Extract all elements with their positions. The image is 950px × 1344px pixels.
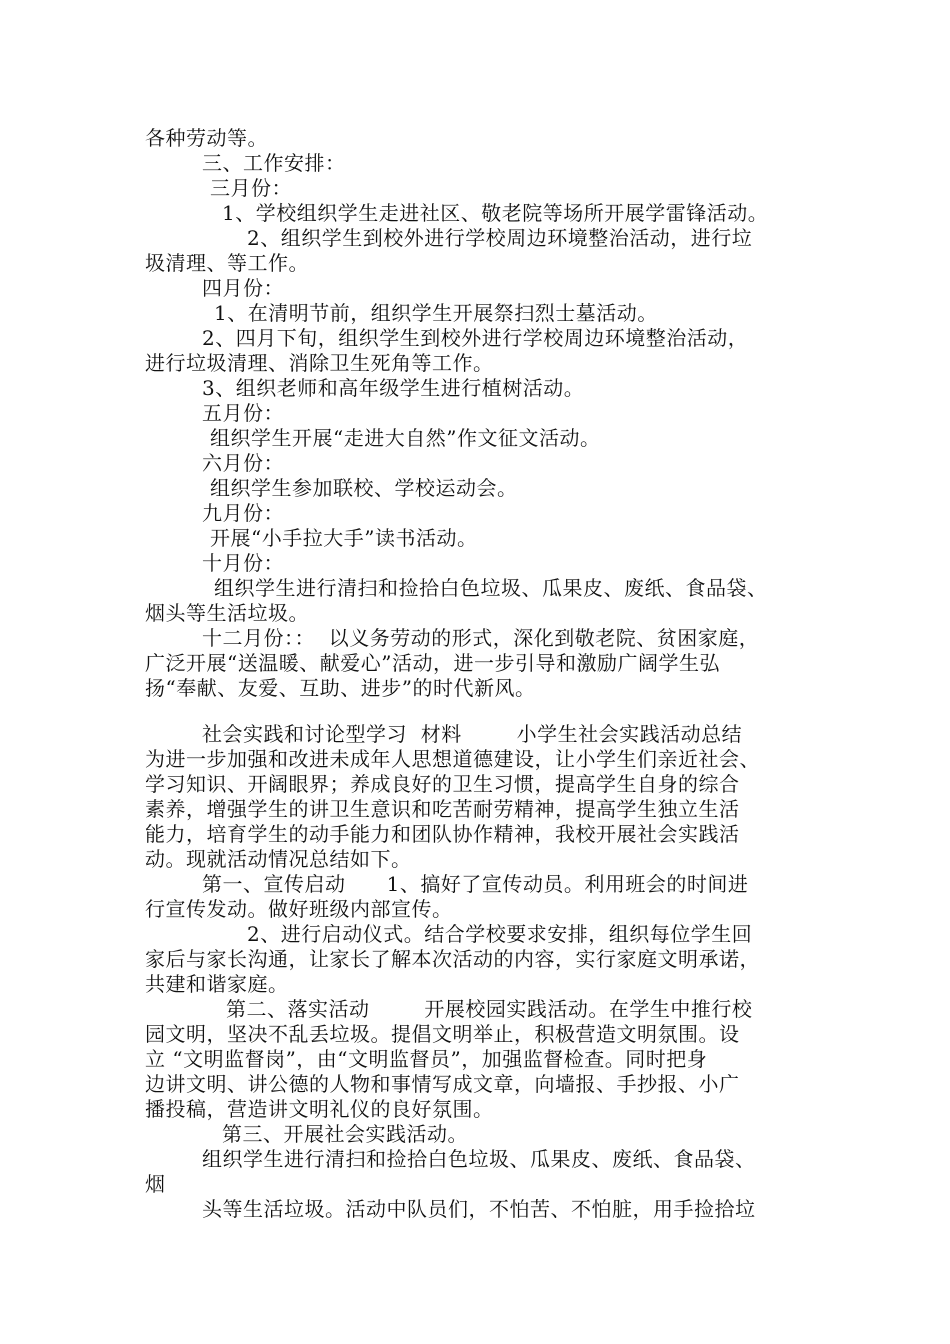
summary-title-line: 社会实践和讨论型学习 材料 小学生社会实践活动总结 [202,722,743,746]
text-line: 十二月份：： 以义务劳动的形式，深化到敬老院、贫困家庭， [202,626,760,650]
text-line: 组织学生进行清扫和捡拾白色垃圾、瓜果皮、废纸、食品袋、 [214,576,768,600]
month-heading: 九月份： [202,501,284,525]
text-line: 行宣传发动。做好班级内部宣传。 [145,897,453,921]
text-line: 边讲文明、讲公德的人物和事情写成文章，向墙报、手抄报、小广 [145,1072,740,1096]
text-line: 组织学生开展“走进大自然”作文征文活动。 [210,426,601,450]
text-line: 开展“小手拉大手”读书活动。 [210,526,478,550]
text-line: 广泛开展“送温暖、献爱心”活动，进一步引导和激励广阔学生弘 [145,651,720,675]
text-line: 组织学生进行清扫和捡拾白色垃圾、瓜果皮、废纸、食品袋、 [202,1147,756,1171]
section-heading: 三、工作安排： [202,151,346,175]
text-line: 头等生活垃圾。活动中队员们，不怕苦、不怕脏，用手捡拾垃 [202,1197,756,1221]
text-line: 能力，培育学生的动手能力和团队协作精神，我校开展社会实践活 [145,822,740,846]
text-line: 为进一步加强和改进未成年人思想道德建设，让小学生们亲近社会、 [145,747,760,771]
section-heading: 第三、开展社会实践活动。 [222,1122,468,1146]
month-heading: 四月份： [202,276,284,300]
text-line: 学习知识、开阔眼界；养成良好的卫生习惯，提高学生自身的综合 [145,772,740,796]
text-line: 组织学生参加联校、学校运动会。 [210,476,518,500]
text-line: 进行垃圾清理、消除卫生死角等工作。 [145,351,494,375]
text-line: 烟头等生活垃圾。 [145,601,309,625]
text-line: 立 “文明监督岗”，由“文明监督员”，加强监督检查。同时把身 [145,1047,708,1071]
month-heading: 六月份： [202,451,284,475]
month-heading: 十月份： [202,551,284,575]
text-line: 扬“奉献、友爱、互助、进步”的时代新风。 [145,676,536,700]
text-line: 2、组织学生到校外进行学校周边环境整治活动，进行垃 [247,226,753,250]
month-heading: 三月份： [210,176,292,200]
text-line: 素养，增强学生的讲卫生意识和吃苦耐劳精神，提高学生独立生活 [145,797,740,821]
text-line: 共建和谐家庭。 [145,972,289,996]
month-heading: 五月份： [202,401,284,425]
text-line: 圾清理、等工作。 [145,251,309,275]
text-line: 动。现就活动情况总结如下。 [145,847,412,871]
text-line: 2、进行启动仪式。结合学校要求安排，组织每位学生回 [247,922,753,946]
text-line: 各种劳动等。 [145,126,268,150]
text-line: 第二、落实活动 开展校园实践活动。在学生中推行校 [226,997,753,1021]
text-line: 家后与家长沟通，让家长了解本次活动的内容，实行家庭文明承诺， [145,947,760,971]
text-line: 3、组织老师和高年级学生进行植树活动。 [202,376,585,400]
text-line: 1、在清明节前，组织学生开展祭扫烈士墓活动。 [214,301,658,325]
text-line: 第一、宣传启动 1、搞好了宣传动员。利用班会的时间进 [202,872,749,896]
text-line: 园文明，坚决不乱丢垃圾。提倡文明举止，积极营造文明氛围。设 [145,1022,740,1046]
text-line: 播投稿，营造讲文明礼仪的良好氛围。 [145,1097,494,1121]
text-line: 2、四月下旬，组织学生到校外进行学校周边环境整治活动， [202,326,749,350]
text-line: 烟 [145,1172,166,1196]
text-line: 1、学校组织学生走进社区、敬老院等场所开展学雷锋活动。 [222,201,769,225]
